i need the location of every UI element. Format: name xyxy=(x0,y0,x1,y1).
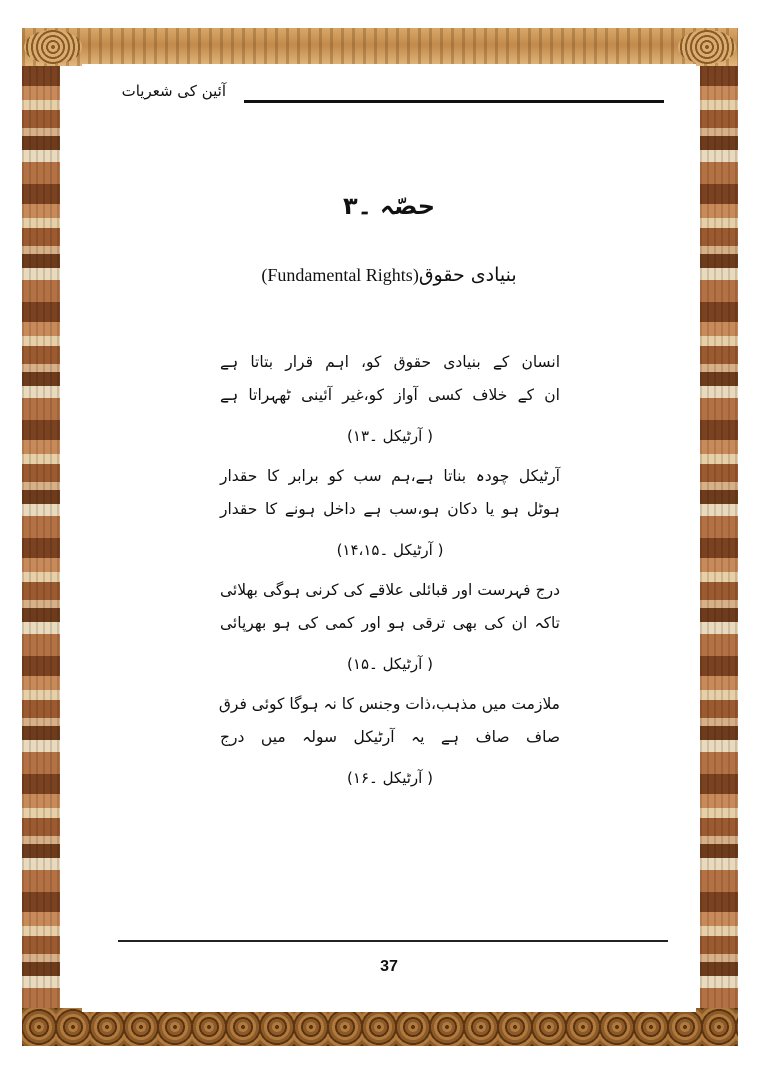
stanza xyxy=(220,574,560,688)
verse-line: تاکہ ان کی بھی ترقی ہو اور کمی کی ہو بھرپائی xyxy=(220,614,560,632)
left-medallion xyxy=(24,30,82,64)
subtitle-urdu: بنیادی حقوق xyxy=(418,264,517,286)
ornamental-bottom-border xyxy=(22,1008,738,1046)
page xyxy=(82,64,696,1012)
article-reference: ( آرٹیکل ۔۱۴،۱۵) xyxy=(336,541,444,559)
running-title: آئین کی شعریات xyxy=(121,82,226,100)
stanza xyxy=(220,688,560,802)
verse-line: درج فہرست اور قبائلی علاقے کی کرنی ہوگی بھلائی xyxy=(220,581,560,599)
stanza xyxy=(220,346,560,460)
verse-line: ہوٹل ہو یا دکان ہو،سب ہے داخل ہونے کا حقدار xyxy=(220,500,560,518)
footer-rule xyxy=(118,940,668,942)
article-reference: ( آرٹیکل ۔۱۳) xyxy=(347,427,433,445)
poem xyxy=(220,346,560,802)
page-number: 37 xyxy=(380,958,398,975)
article-reference: ( آرٹیکل ۔۱۵) xyxy=(347,655,433,673)
article-reference: ( آرٹیکل ۔۱۶) xyxy=(347,769,433,787)
header-rule xyxy=(244,100,664,103)
stanza xyxy=(220,460,560,574)
verse-line: آرٹیکل چودہ بناتا ہے،ہم سب کو برابر کا حقدار xyxy=(220,467,560,485)
right-pillar-border xyxy=(700,66,738,1008)
section-subtitle xyxy=(82,264,696,286)
left-pillar-border xyxy=(22,66,60,1008)
verse-line: انسان کے بنیادی حقوق کو، اہم قرار بتاتا ہے xyxy=(220,353,560,371)
ornamental-top-border xyxy=(22,28,738,66)
right-medallion xyxy=(678,30,736,64)
section-title: حصّہ ۔۳ xyxy=(342,192,436,220)
verse-line: صاف صاف ہے یہ آرٹیکل سولہ میں درج xyxy=(220,728,560,746)
verse-line: ان کے خلاف کسی آواز کو،غیر آئینی ٹھہراتا ہے xyxy=(220,386,560,404)
subtitle-english: (Fundamental Rights) xyxy=(261,265,419,285)
verse-line: ملازمت میں مذہب،ذات وجنس کا نہ ہوگا کوئی فرق xyxy=(218,695,560,713)
